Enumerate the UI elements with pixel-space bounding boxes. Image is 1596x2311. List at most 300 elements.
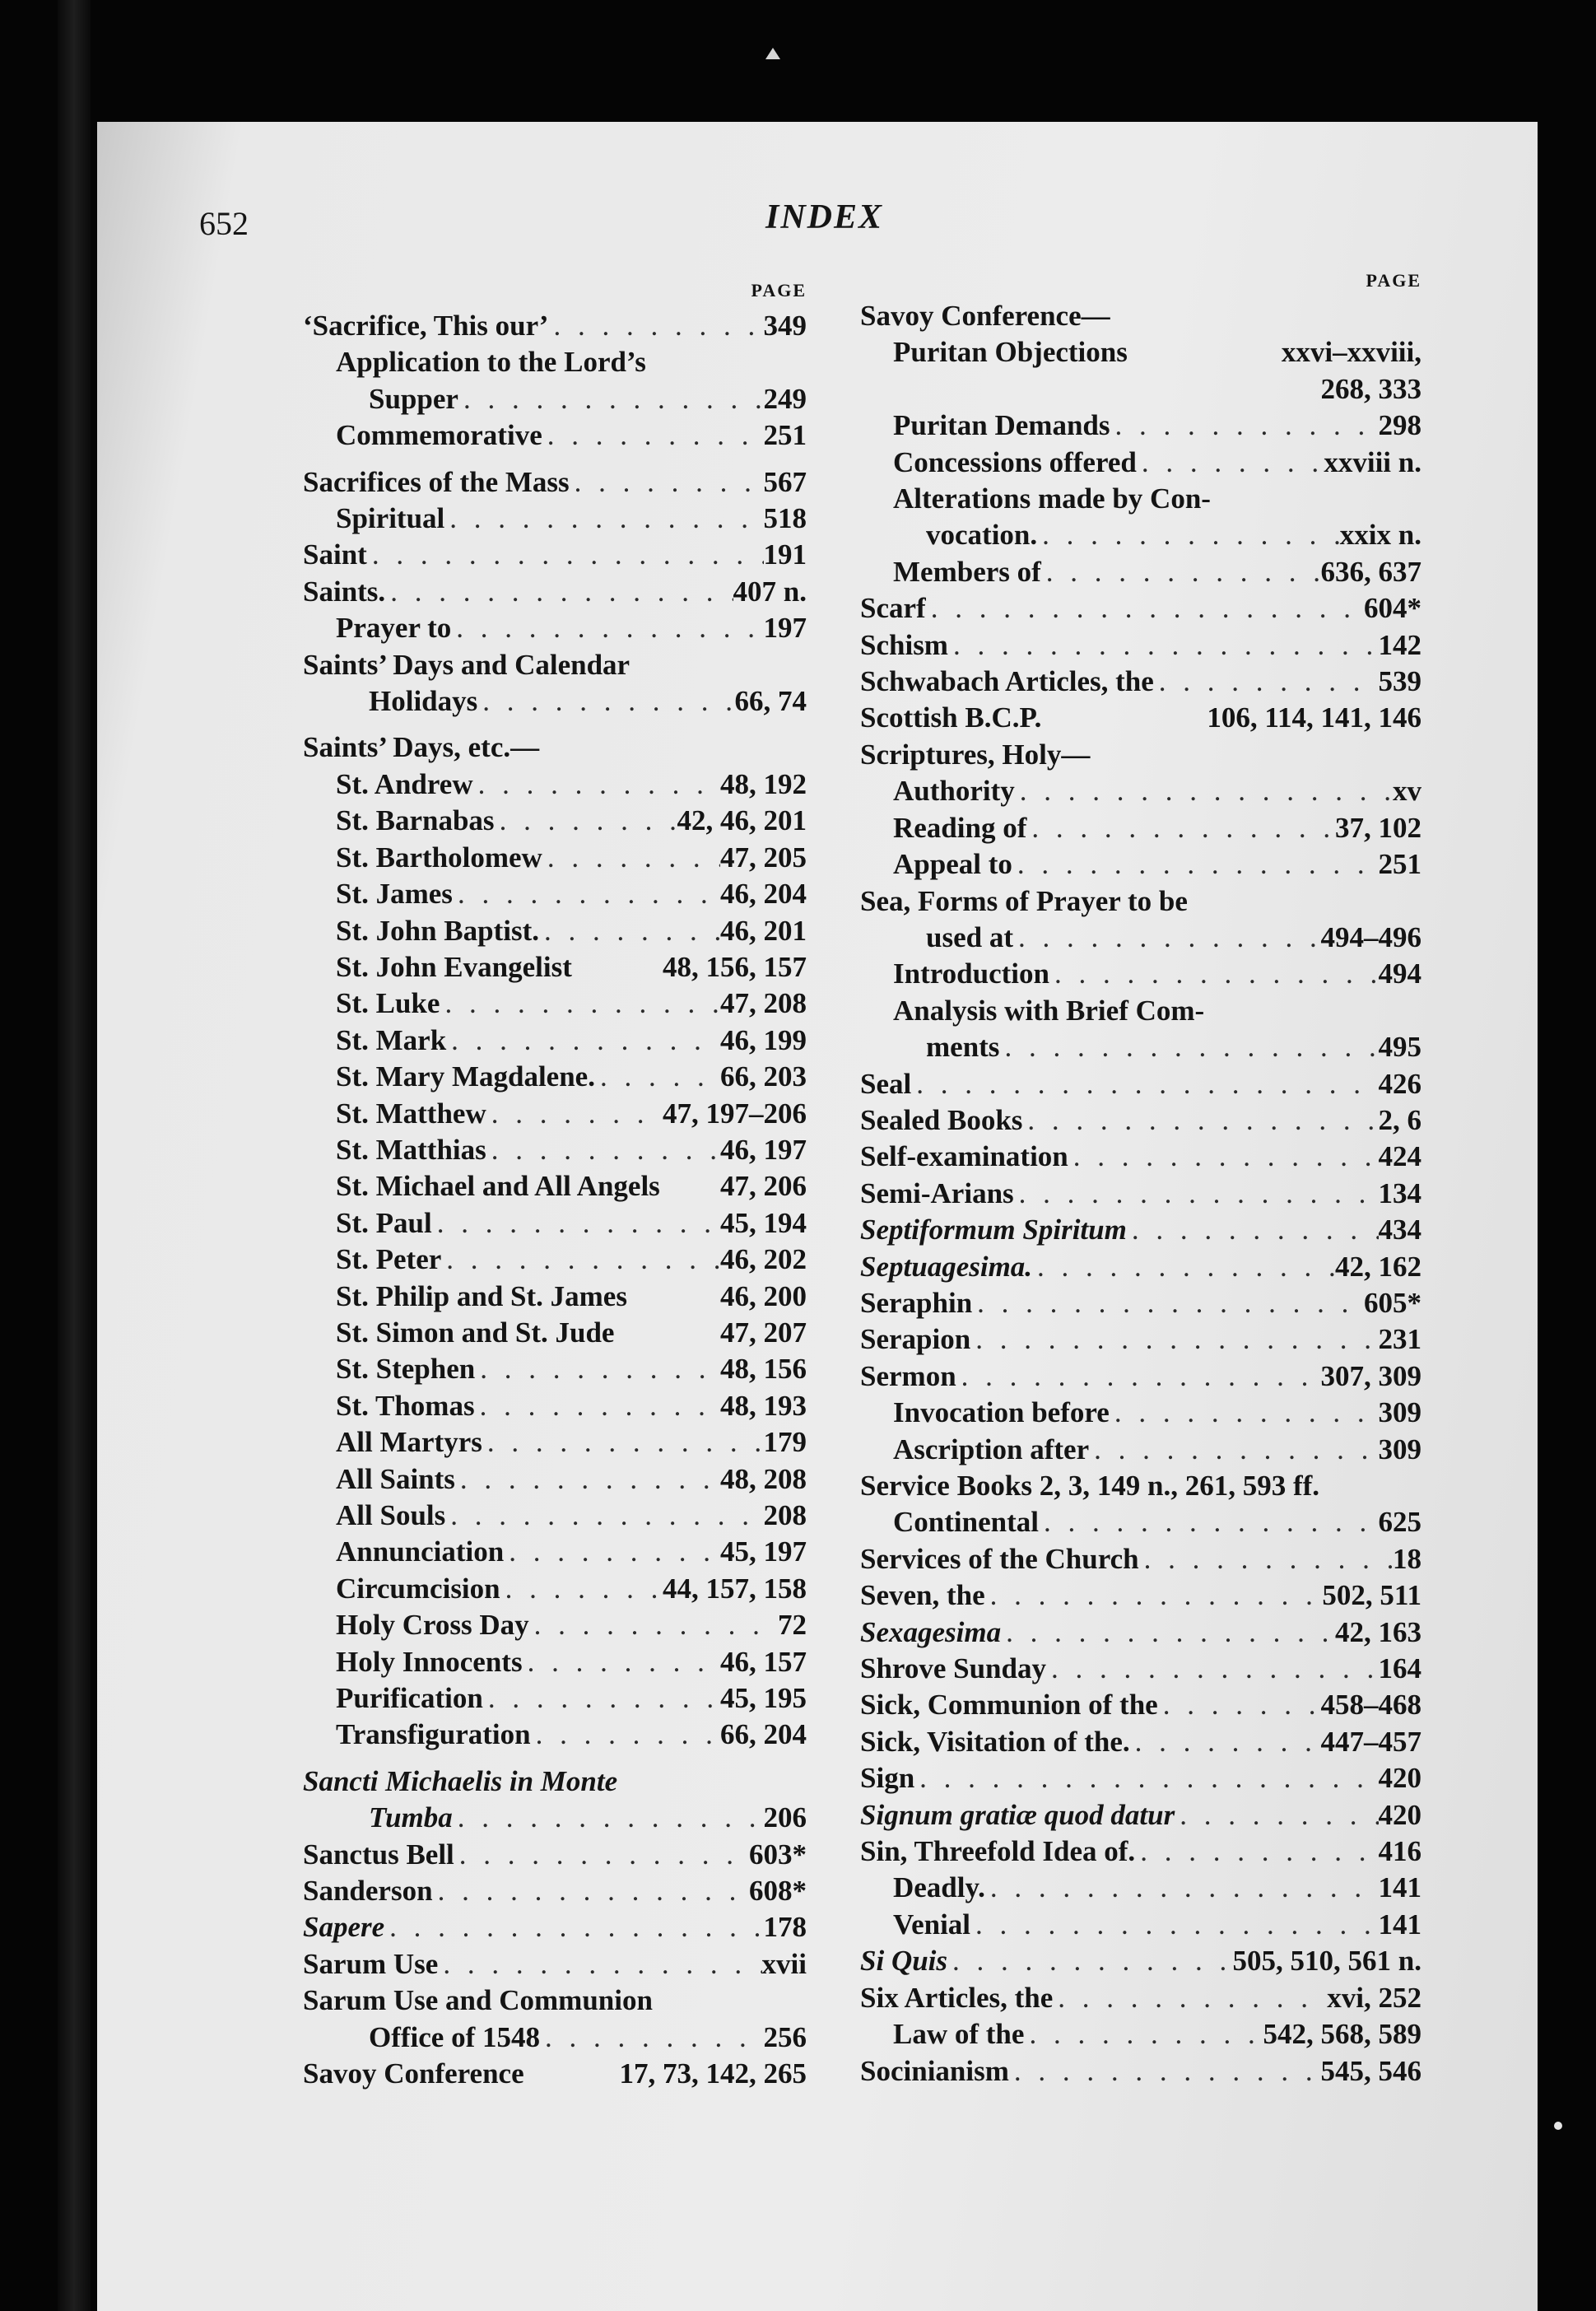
entry-term: St. Luke <box>336 987 440 1020</box>
entry-page-ref: 625 <box>1378 1506 1422 1539</box>
leader-dots <box>454 1837 749 1873</box>
entry-page-ref: 307, 309 <box>1320 1359 1422 1392</box>
index-entry <box>303 344 807 380</box>
entry-page-ref: 46, 200 <box>720 1279 807 1312</box>
index-entry <box>303 381 807 417</box>
index-entry <box>860 846 1422 883</box>
entry-term: Introduction <box>893 957 1049 990</box>
leader-dots <box>911 1066 1378 1102</box>
leader-dots <box>1013 920 1321 956</box>
entry-page-ref: 426 <box>1378 1067 1422 1100</box>
entry-page-ref: 420 <box>1378 1762 1422 1795</box>
entry-term: Analysis with Brief Com- <box>893 994 1205 1027</box>
leader-dots <box>1039 1504 1379 1540</box>
leader-dots <box>438 1946 761 1983</box>
leader-dots <box>432 1205 720 1242</box>
index-entry <box>860 1833 1422 1870</box>
entry-term: St. Michael and All Angels <box>336 1170 660 1203</box>
entry-term: St. John Evangelist <box>336 950 572 983</box>
index-entry <box>303 1424 807 1461</box>
index-entry <box>860 1321 1422 1358</box>
entry-page-ref: 206 <box>763 1801 807 1834</box>
leader-dots <box>1154 664 1379 700</box>
entry-term: St. Thomas <box>336 1389 475 1422</box>
index-entry <box>303 1644 807 1680</box>
page-column-heading: PAGE <box>1366 270 1422 291</box>
entry-term: used at <box>926 920 1013 953</box>
index-entry <box>303 913 807 949</box>
index-entry <box>860 1066 1422 1102</box>
leader-dots <box>914 1760 1378 1796</box>
index-entry <box>303 1351 807 1387</box>
entry-term: Scottish B.C.P. <box>860 701 1042 734</box>
entry-term: St. Barnabas <box>336 804 495 837</box>
index-entry <box>860 1139 1422 1175</box>
entry-page-ref: 494 <box>1378 957 1422 990</box>
entry-page-ref: 66, 74 <box>734 685 807 718</box>
entry-page-ref: 268, 333 <box>1320 372 1422 405</box>
leader-dots <box>367 537 764 573</box>
leader-dots <box>970 1321 1378 1358</box>
entry-page-ref: 545, 546 <box>1320 2054 1422 2087</box>
entry-term: Transfiguration <box>336 1718 531 1751</box>
leader-dots <box>1015 773 1393 809</box>
index-entry <box>860 1285 1422 1321</box>
index-entry <box>860 1724 1422 1760</box>
index-entry <box>860 1980 1422 2016</box>
leader-dots <box>500 1571 663 1607</box>
entry-term: Circumcision <box>336 1572 500 1605</box>
leader-dots <box>483 1680 720 1717</box>
leader-dots <box>440 985 720 1022</box>
index-entry <box>303 2020 807 2056</box>
entry-term: St. Philip and St. James <box>336 1279 627 1312</box>
index-entry <box>303 1498 807 1534</box>
entry-page-ref: 48, 193 <box>720 1389 807 1422</box>
entry-term: Reading of <box>893 811 1027 844</box>
entry-term: Tumba <box>369 1801 453 1834</box>
entry-term: Sick, Communion of the <box>860 1689 1158 1722</box>
index-column-right <box>860 263 1422 2090</box>
index-entry <box>303 1534 807 1570</box>
index-entry <box>860 920 1422 956</box>
entry-term: Sanctus Bell <box>303 1838 454 1871</box>
index-entry <box>860 408 1422 444</box>
page-column-heading: PAGE <box>751 280 807 301</box>
leader-dots <box>433 1873 749 1909</box>
entry-term: Holy Cross Day <box>336 1609 529 1642</box>
entry-term: Spiritual <box>336 502 445 535</box>
entry-term: Supper <box>369 382 458 415</box>
entry-term: Saint <box>303 538 367 571</box>
entry-page-ref: 48, 208 <box>720 1462 807 1495</box>
leader-dots <box>453 876 720 912</box>
entry-term: Purification <box>336 1682 483 1715</box>
index-entry <box>303 1607 807 1643</box>
entry-term: Appeal to <box>893 848 1012 881</box>
entry-term: Sealed Books <box>860 1103 1023 1136</box>
index-entry <box>303 803 807 839</box>
entry-page-ref: 46, 197 <box>720 1133 807 1166</box>
leader-dots <box>445 1498 763 1534</box>
index-entry <box>303 647 807 683</box>
index-entry <box>303 1946 807 1983</box>
entry-page-ref: 518 <box>763 502 807 535</box>
entry-page-ref: 47, 205 <box>720 841 807 874</box>
entry-term: St. Matthias <box>336 1133 486 1166</box>
leader-dots <box>495 803 677 839</box>
entry-term: Seraphin <box>860 1286 973 1319</box>
leader-dots <box>1068 1139 1379 1175</box>
entry-page-ref: 309 <box>1378 1396 1422 1429</box>
leader-dots <box>458 381 764 417</box>
entry-page-ref: 505, 510, 561 n. <box>1232 1945 1422 1978</box>
entry-term: Continental <box>893 1506 1039 1539</box>
index-entry <box>860 883 1422 920</box>
index-entry <box>303 1837 807 1873</box>
index-entry <box>860 371 1422 408</box>
index-entry <box>860 481 1422 517</box>
entry-term: Services of the Church <box>860 1542 1139 1575</box>
leader-dots <box>477 683 734 720</box>
entry-page-ref: 48, 156 <box>720 1353 807 1386</box>
entry-term: St. Stephen <box>336 1353 476 1386</box>
entry-term: Septuagesima. <box>860 1250 1033 1283</box>
leader-dots <box>970 1907 1378 1943</box>
index-entry <box>303 1680 807 1717</box>
entry-page-ref: 251 <box>763 419 807 452</box>
leader-dots <box>451 610 763 646</box>
index-entry <box>303 464 807 501</box>
leader-dots <box>956 1358 1321 1395</box>
entry-page-ref: 66, 203 <box>720 1060 807 1093</box>
leader-dots <box>947 1943 1233 1979</box>
leader-dots <box>548 308 763 344</box>
index-entry <box>303 985 807 1022</box>
index-entry <box>303 1461 807 1498</box>
index-entries-right <box>860 298 1422 2090</box>
entry-term: St. Peter <box>336 1243 442 1276</box>
entry-term: ments <box>926 1031 1000 1064</box>
leader-dots <box>985 1577 1323 1614</box>
scan-left-edge <box>58 0 91 2311</box>
entry-page-ref: xv <box>1393 775 1422 808</box>
entry-page-ref: 309 <box>1378 1433 1422 1465</box>
index-entry <box>860 1176 1422 1212</box>
entry-page-ref: 494–496 <box>1320 920 1422 953</box>
entry-page-ref: xxviii n. <box>1324 445 1422 478</box>
leader-dots <box>385 574 733 610</box>
entry-term: St. Mary Magdalene. <box>336 1060 595 1093</box>
entry-page-ref: 2, 6 <box>1378 1103 1422 1136</box>
entry-term: Savoy Conference <box>303 2057 524 2090</box>
index-entry <box>303 1096 807 1132</box>
leader-dots <box>1135 1833 1378 1870</box>
entry-page-ref: xvii <box>761 1947 807 1980</box>
leader-dots <box>475 1351 720 1387</box>
entry-term: Sick, Visitation of the. <box>860 1725 1130 1758</box>
leader-dots <box>1024 2016 1263 2052</box>
entry-page-ref: 48, 156, 157 <box>663 950 807 983</box>
entry-term: St. Mark <box>336 1023 447 1056</box>
index-entry <box>303 1717 807 1753</box>
entry-page-ref: 66, 204 <box>720 1718 807 1751</box>
entry-term: Commemorative <box>336 419 542 452</box>
entry-term: All Souls <box>336 1499 446 1531</box>
index-entry <box>303 537 807 573</box>
leader-dots <box>446 1023 720 1059</box>
entry-term: All Saints <box>336 1462 455 1495</box>
leader-dots <box>1139 1541 1393 1577</box>
entry-page-ref: 46, 204 <box>720 878 807 911</box>
index-entry <box>303 501 807 537</box>
index-entry <box>860 1395 1422 1431</box>
entry-term: Alterations made by Con- <box>893 482 1211 515</box>
leader-dots <box>595 1059 720 1095</box>
leader-dots <box>1046 1651 1379 1687</box>
entry-term: Self-examination <box>860 1140 1068 1173</box>
leader-dots <box>1001 1614 1335 1651</box>
entry-term: Deadly. <box>893 1871 985 1904</box>
leader-dots <box>1110 408 1379 444</box>
entry-term: Holidays <box>369 685 478 718</box>
leader-dots <box>441 1242 720 1278</box>
entry-page-ref: xvi, 252 <box>1327 1981 1422 2014</box>
entry-page-ref: 542, 568, 589 <box>1263 2018 1422 2051</box>
index-entry <box>303 876 807 912</box>
entry-term: Six Articles, the <box>860 1981 1054 2014</box>
entry-term: Venial <box>893 1908 971 1941</box>
page-title: INDEX <box>765 198 884 236</box>
entry-term: Sin, Threefold Idea of. <box>860 1835 1136 1868</box>
index-entry <box>860 445 1422 481</box>
entry-page-ref: 46, 199 <box>720 1023 807 1056</box>
entry-term: Office of 1548 <box>369 2020 540 2053</box>
leader-dots <box>1049 956 1379 992</box>
entry-page-ref: 46, 157 <box>720 1645 807 1678</box>
entry-page-ref: 420 <box>1378 1798 1422 1831</box>
index-entry <box>303 1132 807 1168</box>
entry-page-ref: 178 <box>763 1911 807 1944</box>
entry-term: All Martyrs <box>336 1426 482 1459</box>
leader-dots <box>539 913 720 949</box>
index-entry <box>303 308 807 344</box>
index-entry <box>860 298 1422 334</box>
entry-page-ref: 47, 206 <box>720 1170 807 1203</box>
entry-term: Sarum Use and Communion <box>303 1984 653 2017</box>
index-entry <box>860 1504 1422 1540</box>
index-entry <box>860 1943 1422 1979</box>
leader-dots <box>999 1029 1378 1065</box>
entry-term: St. Bartholomew <box>336 841 542 874</box>
entry-page-ref: 447–457 <box>1320 1725 1422 1758</box>
leader-dots <box>540 2020 764 2056</box>
index-entry <box>860 1614 1422 1651</box>
index-entry <box>303 1909 807 1945</box>
leader-dots <box>475 1388 720 1424</box>
entry-term: Si Quis <box>860 1945 948 1978</box>
index-entry <box>860 517 1422 553</box>
leader-dots <box>486 1132 720 1168</box>
index-column-left <box>303 273 807 2093</box>
entry-page-ref: 45, 197 <box>720 1535 807 1568</box>
index-entries-left <box>303 308 807 2093</box>
entry-page-ref: 416 <box>1378 1835 1422 1868</box>
entry-page-ref: 134 <box>1378 1176 1422 1209</box>
entry-page-ref: 72 <box>778 1609 807 1642</box>
index-entry <box>860 554 1422 590</box>
entry-term: Saints’ Days and Calendar <box>303 648 630 681</box>
entry-term: Sea, Forms of Prayer to be <box>860 884 1188 917</box>
entry-term: Socinianism <box>860 2054 1009 2087</box>
entry-page-ref: xxvi–xxviii, <box>1281 336 1422 369</box>
entry-page-ref: 141 <box>1378 1871 1422 1904</box>
entry-term: St. James <box>336 878 453 911</box>
leader-dots <box>529 1607 778 1643</box>
entry-page-ref: 349 <box>763 310 807 342</box>
leader-dots <box>384 1909 763 1945</box>
entry-term: Annunciation <box>336 1535 505 1568</box>
index-entry <box>860 1907 1422 1943</box>
leader-dots <box>504 1534 720 1570</box>
entry-page-ref: 605* <box>1364 1286 1422 1319</box>
index-entry <box>860 2016 1422 2052</box>
leader-dots <box>453 1800 764 1836</box>
index-entry <box>303 1168 807 1204</box>
entry-term: Sacrifices of the Mass <box>303 465 570 498</box>
leader-dots <box>972 1285 1364 1321</box>
entry-page-ref: 47, 207 <box>720 1316 807 1349</box>
entry-term: Serapion <box>860 1323 971 1356</box>
entry-term: Seven, the <box>860 1579 985 1612</box>
entry-page-ref: 47, 197–206 <box>663 1097 807 1130</box>
entry-page-ref: 17, 73, 142, 265 <box>619 2057 807 2090</box>
entry-term: Sanderson <box>303 1875 433 1908</box>
entry-term: vocation. <box>926 519 1038 552</box>
index-entry <box>303 1059 807 1095</box>
leader-dots <box>1026 810 1335 846</box>
entry-page-ref: 42, 162 <box>1335 1250 1422 1283</box>
entry-term: Ascription after <box>893 1433 1090 1465</box>
entry-term: Sancti Michaelis in Monte <box>303 1764 618 1797</box>
index-entry <box>860 1760 1422 1796</box>
entry-page-ref: xxix n. <box>1339 519 1422 552</box>
entry-page-ref: 604* <box>1364 592 1422 625</box>
index-entry <box>303 2056 807 2092</box>
index-entry <box>860 773 1422 809</box>
scan-mark <box>765 48 780 59</box>
entry-page-ref: 636, 637 <box>1320 555 1422 588</box>
entry-term: Service Books 2, 3, 149 n., 261, 593 ff. <box>860 1470 1320 1502</box>
entry-page-ref: 458–468 <box>1320 1689 1422 1722</box>
leader-dots <box>444 501 763 537</box>
entry-term: Members of <box>893 555 1041 588</box>
entry-page-ref: 502, 511 <box>1322 1579 1422 1612</box>
leader-dots <box>1175 1797 1378 1833</box>
entry-page-ref: 46, 201 <box>720 914 807 947</box>
entry-page-ref: 407 n. <box>733 575 807 608</box>
entry-term: Shrove Sunday <box>860 1652 1046 1685</box>
index-entry <box>860 334 1422 370</box>
entry-page-ref: 42, 46, 201 <box>677 804 807 837</box>
entry-page-ref: 608* <box>749 1875 807 1908</box>
leader-dots <box>1012 846 1379 883</box>
index-entry <box>860 810 1422 846</box>
leader-dots <box>926 590 1364 627</box>
entry-term: St. Matthew <box>336 1097 486 1130</box>
index-entry <box>303 729 807 766</box>
entry-page-ref: 47, 208 <box>720 987 807 1020</box>
entry-page-ref: 48, 192 <box>720 767 807 800</box>
entry-page-ref: 42, 163 <box>1335 1615 1422 1648</box>
index-entry <box>303 1873 807 1909</box>
entry-page-ref: 18 <box>1393 1542 1422 1575</box>
leader-dots <box>523 1644 720 1680</box>
entry-page-ref: 256 <box>763 2020 807 2053</box>
entry-term: Application to the Lord’s <box>336 346 646 379</box>
leader-dots <box>1022 1102 1378 1139</box>
entry-term: ‘Sacrifice, This our’ <box>303 310 549 342</box>
entry-page-ref: 603* <box>749 1838 807 1871</box>
index-entry <box>860 1212 1422 1248</box>
index-entry <box>860 2053 1422 2090</box>
entry-term: Invocation before <box>893 1396 1110 1429</box>
leader-dots <box>1130 1724 1321 1760</box>
leader-dots <box>1110 1395 1379 1431</box>
leader-dots <box>455 1461 720 1498</box>
leader-dots <box>542 417 764 454</box>
index-entry <box>860 664 1422 700</box>
entry-term: Authority <box>893 775 1015 808</box>
entry-term: Puritan Objections <box>893 336 1128 369</box>
entry-page-ref: 434 <box>1378 1214 1422 1246</box>
entry-page-ref: 539 <box>1378 665 1422 698</box>
index-entry <box>860 993 1422 1029</box>
index-entry <box>860 1870 1422 1906</box>
page-number: 652 <box>199 205 249 242</box>
entry-term: Semi-Arians <box>860 1176 1014 1209</box>
index-entry <box>860 1541 1422 1577</box>
entry-page-ref: 249 <box>763 382 807 415</box>
index-entry <box>860 956 1422 992</box>
entry-term: Septiformum Spiritum <box>860 1214 1127 1246</box>
index-entry <box>303 1571 807 1607</box>
index-entry <box>860 1687 1422 1723</box>
entry-page-ref: 179 <box>763 1426 807 1459</box>
entry-page-ref: 142 <box>1378 628 1422 661</box>
entry-term: Sermon <box>860 1359 956 1392</box>
entry-term: Scriptures, Holy— <box>860 738 1091 771</box>
index-entry <box>860 1797 1422 1833</box>
entry-page-ref: 141 <box>1378 1908 1422 1941</box>
entry-page-ref: 197 <box>763 612 807 645</box>
index-entry <box>860 700 1422 736</box>
entry-page-ref: 567 <box>763 465 807 498</box>
entry-page-ref: 251 <box>1378 848 1422 881</box>
index-entry <box>860 1577 1422 1614</box>
index-entry <box>860 1249 1422 1285</box>
leader-dots <box>948 627 1379 664</box>
entry-term: St. Paul <box>336 1206 432 1239</box>
index-entry <box>860 1651 1422 1687</box>
index-entry <box>303 1388 807 1424</box>
entry-term: Saints’ Days, etc.— <box>303 731 540 764</box>
index-entry <box>860 1358 1422 1395</box>
index-entry <box>303 840 807 876</box>
scan-speck <box>1554 2122 1562 2130</box>
leader-dots <box>1137 445 1324 481</box>
leader-dots <box>985 1870 1379 1906</box>
